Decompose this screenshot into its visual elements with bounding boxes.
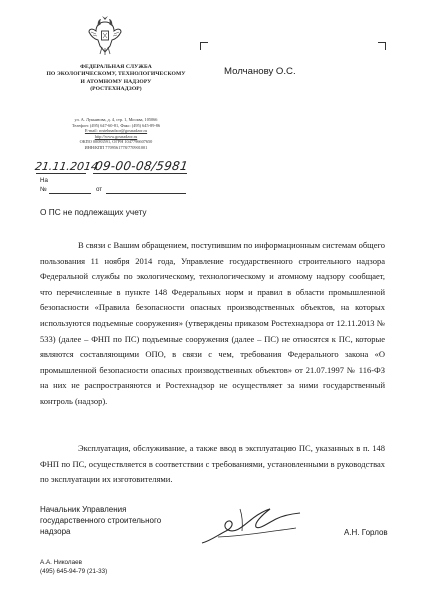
signatory-title-line: Начальник Управления (40, 505, 127, 514)
org-line: (РОСТЕХНАДЗОР) (90, 86, 142, 93)
reply-date-label: от (96, 186, 103, 193)
executor-info (40, 558, 107, 576)
signatory-title (40, 505, 161, 537)
body-paragraph-2: Эксплуатация, обслуживание, а также ввод в эксплуатацию ПС, указанных в п. 148 ФНП по ПС, осуществляется в соответствии с требованиями, установленными в руководствах по эксплуатации их изготовителями. (40, 443, 385, 485)
contact-inn: ИНН/КПП 7709561778/770901001 (84, 144, 148, 150)
contact-website: http://www.gosnadzor.ru (94, 133, 138, 139)
contact-address: ул. А. Лукьянова, д. 4, стр. 1, Москва, 105066 (74, 117, 158, 122)
handwritten-signature (196, 501, 306, 551)
executor-name: А.А. Николаев (40, 559, 82, 566)
reply-number-line (49, 193, 91, 194)
contact-okpo: ОКПО 00083591, ОГРН 1047796607650 (79, 139, 153, 145)
signatory-name: А.Н. Горлов (344, 528, 388, 537)
organization-contacts (40, 117, 192, 151)
contact-phone: Телефон: (495) 647-60-81, Факс: (495) 645-89-86 (71, 122, 161, 128)
organization-name (40, 64, 192, 94)
org-line: И АТОМНОМУ НАДЗОРУ (80, 78, 152, 85)
reply-number-label: № (40, 186, 47, 193)
addressee-corner-left (200, 42, 208, 50)
addressee-corner-right (378, 42, 386, 50)
body-paragraph-1: В связи с Вашим обращением, поступившим по информационным системам общего пользования 11 ноября 2014 года, Управление государственного строительного надзора Федеральной службы по экологическому, технологическому и атомному надзору сообщает, что перечисленные в пункте 148 Федеральных норм и правил в области промышленной безопасности «Правила безопасности опасных производственных объектов, на которых используются подъемные сооружения» (утверждены приказом Ростехнадзора от 12.11.2013 № 533) (далее – ФНП по ПС) подъемные сооружения (далее – ПС) не относятся к ПС, которые являются составляющими ОПО, в связи с чем, требования Федерального закона «О промышленной безопасности опасных производственных объектов» от 21.07.1997 № 116-ФЗ на них не распространяются и Ростехнадзор не осуществляет за ними государственный контроль (надзор). (40, 240, 385, 406)
signatory-title-line: государственного строительного (40, 515, 162, 525)
contact-email: E-mail: rostehnadzor@gosnadzor.ru (84, 128, 148, 134)
number-underline (93, 173, 187, 174)
date-underline (36, 173, 86, 174)
executor-phone: (495) 645-94-79 (21-33) (40, 568, 108, 575)
org-line: ФЕДЕРАЛЬНАЯ СЛУЖБА (80, 64, 152, 70)
org-line: ПО ЭКОЛОГИЧЕСКОМУ, ТЕХНОЛОГИЧЕСКОМУ (46, 71, 186, 78)
handwritten-number: 09-00-08/5981 (94, 159, 189, 173)
state-emblem-icon (88, 14, 122, 56)
signatory-title-line: надзора (40, 526, 71, 536)
handwritten-date: 21.11.2014 (34, 160, 99, 173)
letter-subject: О ПС не подлежащих учету (40, 207, 147, 217)
reply-date-line (106, 193, 186, 194)
reply-to-label: На (40, 177, 48, 184)
addressee: Молчанову О.С. (224, 66, 296, 77)
